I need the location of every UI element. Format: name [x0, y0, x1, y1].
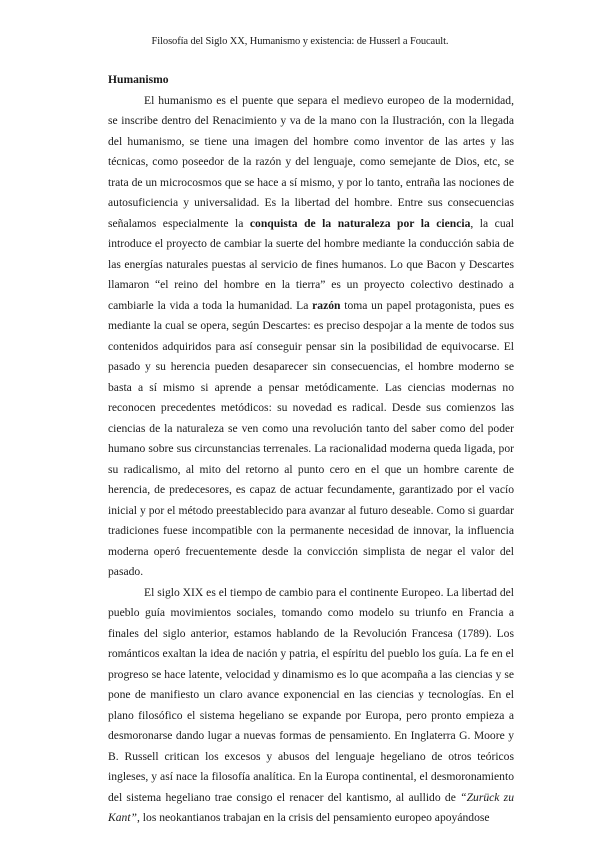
- paragraph-2-text: El siglo XIX es el tiempo de cambio para el continente Europeo. La libertad del pueblo guía movimientos sociales, tomando como modelo su triunfo en Francia a finales del siglo anterior, estamos hablando de la Revolución Francesa (1789). Los románticos exaltan la idea de nación y patria, el espíritu del pueblo los guía. La fe en el progreso se hace latente, velocidad y dinamismo es lo que acompaña a las ciencias y se pone de manifiesto un claro avance exponencial en las ciencias y tecnologías. En el plano filosófico el sistema hegeliano se expande por Europa, pero pronto empieza a desmoronarse dando lugar a nuevas formas de pensamiento. En Inglaterra G. Moore y B. Russell critican los excesos y abusos del lenguaje hegeliano de otros teóricos ingleses, y así nace la filosofía analítica. En la Europa continental, el desmoronamiento del sistema hegeliano trae consigo el renacer del kantismo, al aullido de: [108, 585, 514, 804]
- running-header: Filosofía del Siglo XX, Humanismo y existencia: de Husserl a Foucault.: [151, 36, 449, 47]
- emphasis-conquista: conquista de la naturaleza por la ciencia: [249, 216, 471, 230]
- paragraph-1-text: El humanismo es el puente que separa el medievo europeo de la modernidad, se inscribe dentro del Renacimiento y va de la mano con la Ilustración, con la llegada del humanismo, se tiene una imagen del hombre como inventor de las artes y las técnicas, como poseedor de la razón y del lenguaje, como semejante de Dios, etc, se trata de un microcosmos que se hace a sí mismo, y por lo tanto, entraña las nociones de autosuficiencia y universalidad. Es la libertad del hombre. Entre sus consecuencias señalamos especialmente la: [108, 93, 514, 230]
- paragraph-siglo-xix: [108, 583, 514, 829]
- paragraph-1-text-2: , la cual introduce el proyecto de cambiar la suerte del hombre mediante la conducción sabia de las energías naturales puestas al servicio de fines humanos. Lo que Bacon y Descartes llamaron “el reino del hombre en la tierra” es un proyecto colectivo destinado a cambiarle la vida a toda la humanidad. La: [108, 216, 514, 312]
- paragraph-2-text-2: , los neokantianos trabajan en la crisis del pensamiento europeo apoyándose: [137, 811, 490, 824]
- paragraph-humanismo: [108, 91, 514, 583]
- emphasis-razon: razón: [312, 298, 341, 312]
- section-heading: Humanismo: [108, 73, 169, 86]
- paragraph-1-text-3: toma un papel protagonista, pues es mediante la cual se opera, según Descartes: es preciso despojar a la mente de todos sus contenidos adquiridos para así conseguir pensar sin la posibilidad de equivocarse. El pasado y su herencia pueden desaparecer sin consecuencias, el hombre moderno se basta a sí mismo si aprende a pensar metódicamente. Las ciencias modernas no reconocen precedentes metódicos: su novedad es radical. Desde sus comienzos las ciencias de la naturaleza se ven como una revolución tanto del saber como del poder humano sobre sus circunstancias terrenales. La racionalidad moderna queda ligada, por su radicalismo, al mito del retorno al punto cero en el que un hombre carente de herencia, de predecesores, es capaz de actuar fecundamente, garantizado por el vacío inicial y por el método preestablecido para avanzar al futuro deseable. Como si guardar tradiciones fuese incompatible con la permanente necesidad de innovar, la influencia moderna operó frecuentemente desde la convicción simplista de negar el valor del pasado.: [108, 298, 514, 578]
- quote-zuruck-zu-kant: “Zurück zu Kant”: [108, 790, 514, 824]
- page-body: [108, 70, 514, 829]
